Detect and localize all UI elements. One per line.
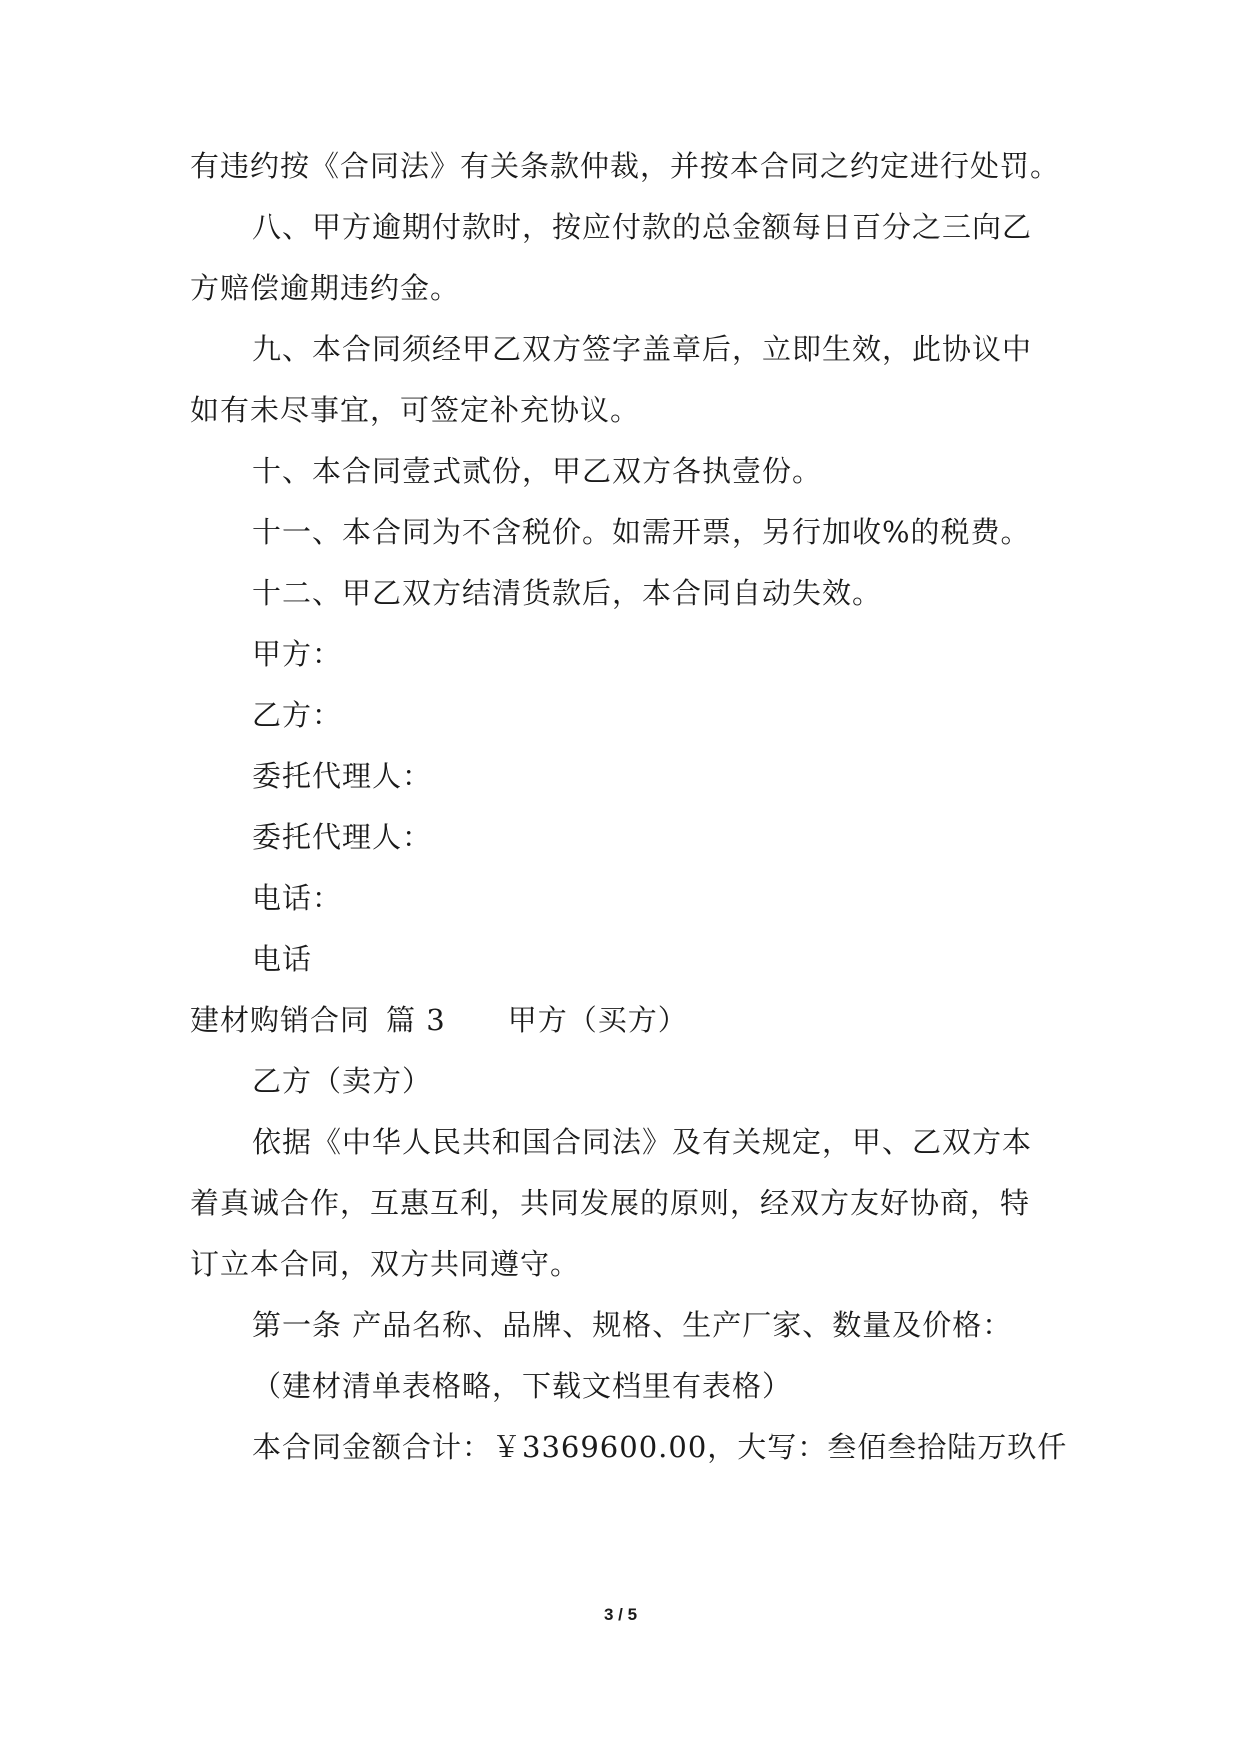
paragraph-line: 本合同金额合计：￥3369600.00，大写：叁佰叁拾陆万玖仟 (252, 1430, 1068, 1464)
paragraph-line: 十二、甲乙双方结清货款后，本合同自动失效。 (252, 576, 883, 610)
paragraph-line: 方赔偿逾期违约金。 (190, 271, 461, 305)
article-heading: 第一条 产品名称、品牌、规格、生产厂家、数量及价格： (252, 1308, 1013, 1342)
paragraph-line: 着真诚合作，互惠互利，共同发展的原则，经双方友好协商，特 (190, 1186, 1031, 1220)
party-b-label: 乙方： (252, 698, 343, 732)
phone-label: 电话： (252, 881, 343, 915)
section-heading (190, 1000, 688, 1040)
agent-label: 委托代理人： (252, 759, 433, 793)
page-number: 3 / 5 (603, 1605, 638, 1624)
paragraph-line: 八、甲方逾期付款时，按应付款的总金额每日百分之三向乙 (252, 210, 1033, 244)
seller-label: 乙方（卖方） (252, 1064, 433, 1098)
paragraph-line: 十一、本合同为不含税价。如需开票，另行加收%的税费。 (252, 515, 1031, 549)
party-a-label: 甲方： (252, 637, 343, 671)
phone-label: 电话 (252, 942, 313, 976)
paragraph-line: 有违约按《合同法》有关条款仲裁，并按本合同之约定进行处罚。 (190, 149, 1061, 183)
paragraph-line: 如有未尽事宜，可签定补充协议。 (190, 393, 641, 427)
paragraph-line: 十、本合同壹式贰份，甲乙双方各执壹份。 (252, 454, 823, 488)
paragraph-line: 九、本合同须经甲乙双方签字盖章后，立即生效，此协议中 (252, 332, 1033, 366)
buyer-label: 甲方（买方） (507, 1003, 688, 1037)
contract-title: 建材购销合同 (190, 1003, 371, 1037)
agent-label: 委托代理人： (252, 820, 433, 854)
paragraph-line: （建材清单表格略，下载文档里有表格） (252, 1369, 793, 1403)
paragraph-line: 依据《中华人民共和国合同法》及有关规定，甲、乙双方本 (252, 1125, 1033, 1159)
section-number: 篇 3 (386, 1003, 446, 1037)
paragraph-line: 订立本合同，双方共同遵守。 (190, 1247, 581, 1281)
